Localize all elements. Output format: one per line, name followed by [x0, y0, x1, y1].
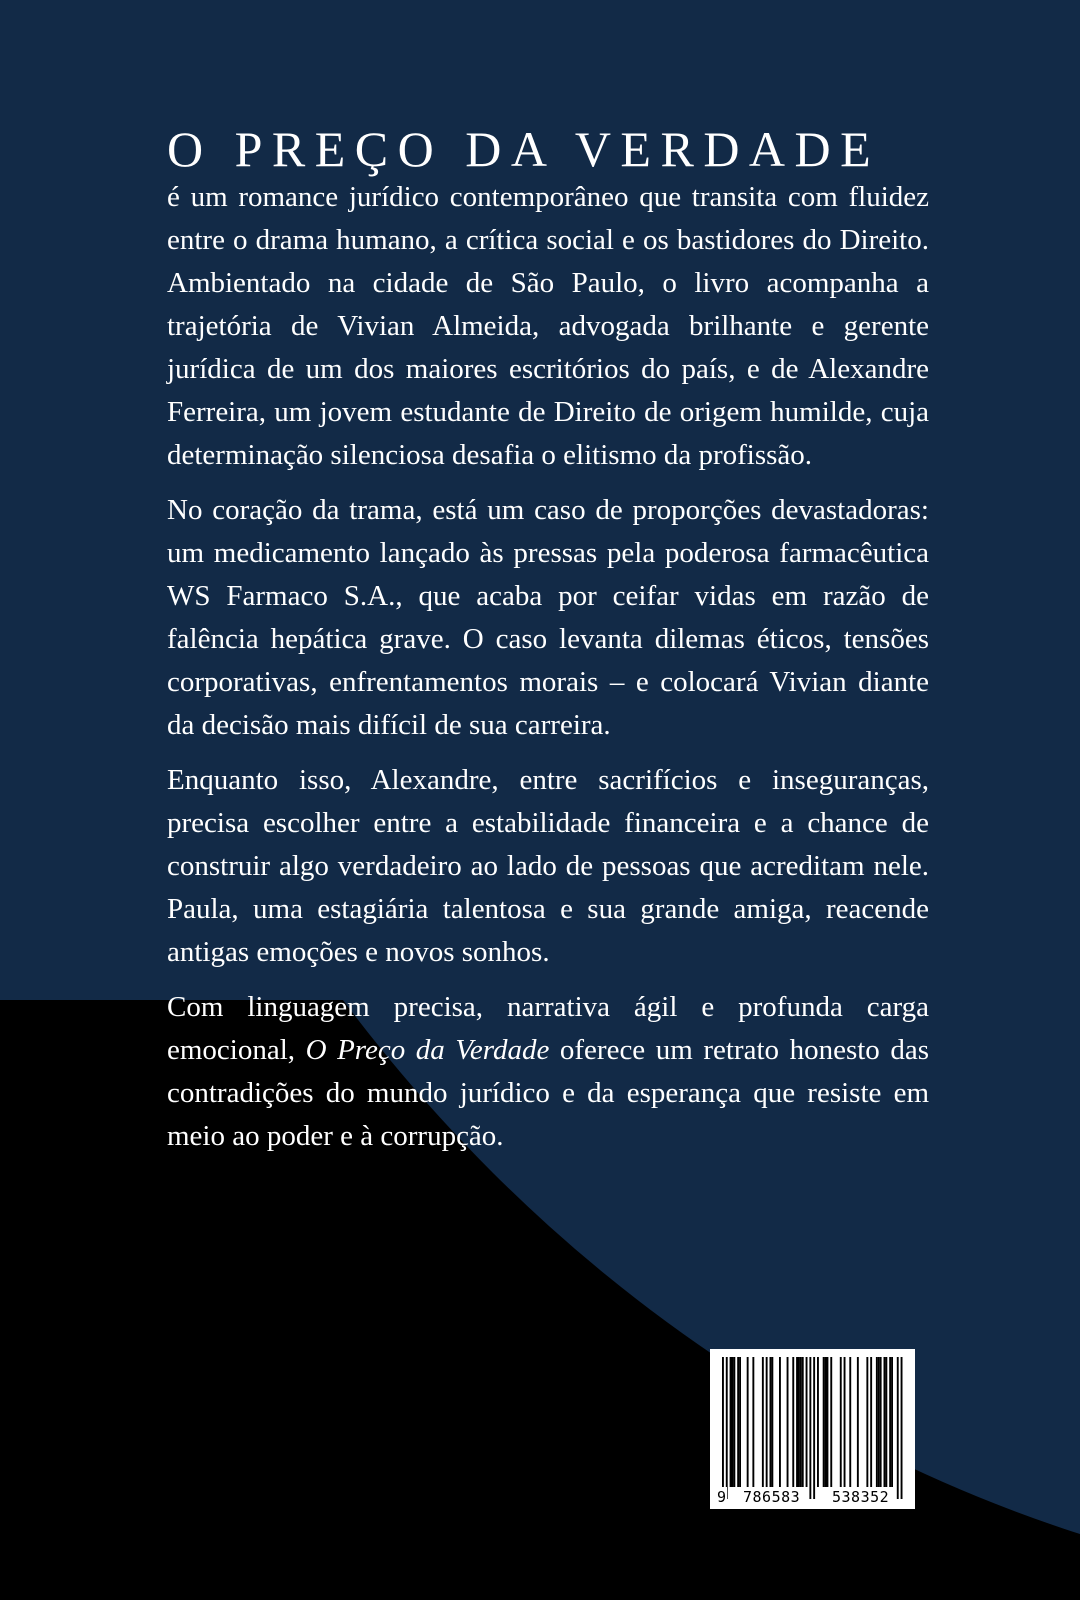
barcode-bar — [817, 1357, 819, 1487]
barcode-bar — [792, 1357, 794, 1487]
barcode-bar — [779, 1357, 781, 1487]
blurb-paragraph — [167, 489, 929, 747]
paragraph-text: oferece um retrato honesto das contradições do mundo jurídico e da esperança que resiste em meio ao poder e à corrupção. — [167, 1034, 929, 1152]
barcode-bar — [752, 1357, 754, 1487]
barcode-bar — [830, 1357, 832, 1487]
barcode-bar — [885, 1357, 887, 1487]
barcode-bar — [897, 1357, 899, 1499]
barcode-bar — [747, 1357, 749, 1487]
blurb-paragraph — [167, 176, 929, 477]
isbn-lead-digit: 9 — [717, 1488, 727, 1506]
barcode-bar — [732, 1357, 734, 1487]
barcode-bar — [825, 1357, 827, 1487]
barcode-bar — [798, 1357, 800, 1487]
barcode-bar — [737, 1357, 739, 1487]
paragraph-text: é um romance jurídico contemporâneo que transita com fluidez entre o drama humano, a crítica social e os bastidores do Direito. Ambientado na cidade de São Paulo, o livro acompanha a trajetória de Vivian Almeida, advogada brilhante e gerente jurídica de um dos maiores escritórios do país, e de Alexandre Ferreira, um jovem estudante de Direito de origem humilde, cuja determinação silenciosa desafia o elitismo da profissão. — [167, 181, 929, 471]
paragraph-text: Com linguagem precisa, narrativa ágil e profunda carga emocional, — [167, 991, 929, 1066]
barcode-bar — [823, 1357, 825, 1487]
barcode-bar — [884, 1357, 886, 1487]
barcode-bar — [840, 1357, 842, 1487]
barcode-bar — [806, 1357, 808, 1487]
barcode-bar — [796, 1357, 798, 1487]
barcode-bar — [739, 1357, 741, 1487]
barcode-bar — [802, 1357, 804, 1487]
barcode-bar — [827, 1357, 829, 1487]
barcode-bars — [710, 1349, 915, 1509]
barcode-bar — [878, 1357, 880, 1487]
barcode-bar — [876, 1357, 878, 1487]
barcode-bar — [901, 1357, 903, 1499]
barcode-bar — [733, 1357, 735, 1487]
isbn-barcode — [710, 1349, 915, 1509]
blurb — [167, 118, 929, 1170]
barcode-bar — [891, 1357, 893, 1487]
barcode-bar — [722, 1357, 724, 1499]
isbn-left-group: 786583 — [743, 1488, 801, 1506]
blurb-paragraph — [167, 759, 929, 974]
barcode-bar — [889, 1357, 891, 1487]
paragraph-text: No coração da trama, está um caso de proporções devastadoras: um medicamento lançado às pressas pela poderosa farmacêutica WS Farmaco S.A., que acaba por ceifar vidas em razão de falência hepática grave. O caso levanta dilemas éticos, tensões corporativas, enfrentamentos morais – e colocará Vivian diante da decisão mais difícil de sua carreira. — [167, 494, 929, 741]
book-title-italic: O Preço da Verdade — [305, 1034, 550, 1066]
barcode-bar — [880, 1357, 882, 1487]
barcode-bar — [866, 1357, 868, 1487]
barcode-bar — [726, 1357, 728, 1499]
book-title: O PREÇO DA VERDADE — [167, 121, 881, 177]
barcode-bar — [844, 1357, 846, 1487]
barcode-bar — [762, 1357, 764, 1487]
barcode-bar — [787, 1357, 789, 1487]
barcode-bar — [813, 1357, 815, 1499]
paragraph-text: Enquanto isso, Alexandre, entre sacrifícios e inseguranças, precisa escolher entre a estabilidade financeira e a chance de construir algo verdadeiro ao lado de pessoas que acreditam nele. Paula, uma estagiária talentosa e sua grande amiga, reacende antigas emoções e novos sonhos. — [167, 764, 929, 968]
barcode-bar — [809, 1357, 811, 1499]
barcode-bar — [800, 1357, 802, 1487]
barcode-bar — [770, 1357, 772, 1487]
barcode-bar — [730, 1357, 732, 1487]
isbn-number — [716, 1487, 911, 1507]
barcode-bar — [870, 1357, 872, 1487]
barcode-bar — [849, 1357, 851, 1487]
blurb-paragraph — [167, 986, 929, 1158]
blurb-paragraphs — [167, 176, 929, 1158]
barcode-bar — [766, 1357, 768, 1487]
isbn-right-group: 538352 — [832, 1488, 890, 1506]
barcode-bar — [771, 1357, 773, 1487]
barcode-bar — [857, 1357, 859, 1487]
